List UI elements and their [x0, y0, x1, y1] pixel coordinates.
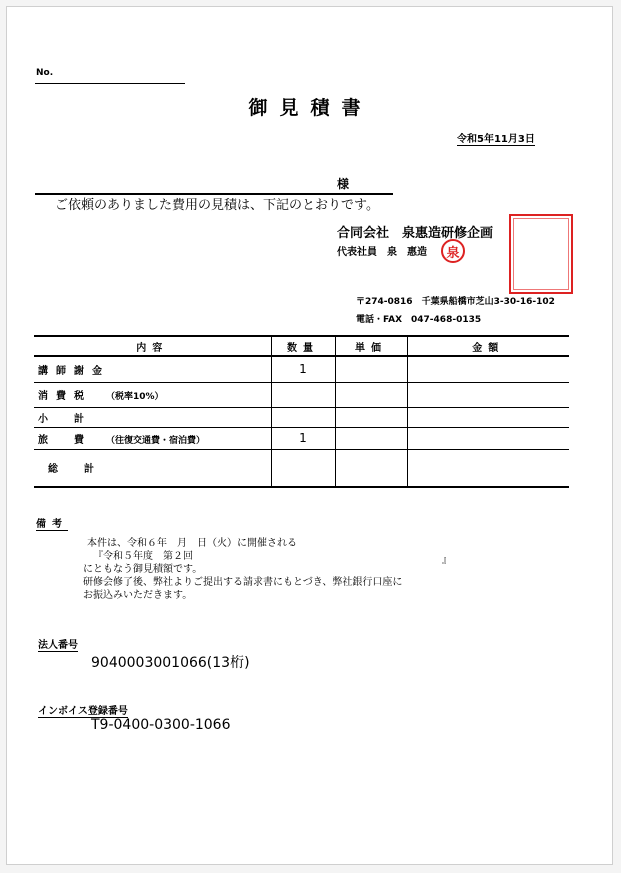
row-unit-price: [335, 427, 407, 449]
issuer-company: 合同会社 泉惠造研修企画: [337, 226, 494, 241]
header-content: 内容: [34, 336, 271, 356]
grand-total-quantity: [271, 449, 335, 487]
invoice-number-value: T9-0400-0300-1066: [91, 717, 231, 733]
document-page: [6, 6, 613, 865]
seal-char: 泉: [446, 245, 460, 261]
row-quantity: [271, 382, 335, 407]
row-quantity: [271, 407, 335, 427]
grand-total-label: 総計: [34, 449, 271, 487]
row-note: （往復交通費・宿泊費）: [106, 435, 206, 446]
document-title: 御見積書: [248, 97, 373, 119]
remarks-line: 本件は、令和６年 月 日（火）に開催される: [87, 538, 297, 549]
row-quantity: 1: [271, 356, 335, 382]
row-unit-price: [335, 356, 407, 382]
row-quantity: 1: [271, 427, 335, 449]
personal-seal-icon: [441, 239, 465, 263]
row-amount: [407, 427, 569, 449]
issuer-phone: 電話・FAX 047-468-0135: [356, 315, 482, 325]
number-underline: [35, 83, 185, 84]
row-item: 旅 費: [38, 434, 92, 446]
header-quantity: 数量: [271, 336, 335, 356]
row-unit-price: [335, 382, 407, 407]
table-row: [34, 382, 569, 407]
table-row: [34, 407, 569, 427]
number-label: No.: [36, 68, 54, 78]
row-amount: [407, 407, 569, 427]
row-item: 講師謝金: [38, 365, 110, 377]
corporate-number-label: 法人番号: [38, 636, 78, 652]
row-amount: [407, 356, 569, 382]
issue-date: 令和5年11月3日: [457, 130, 535, 146]
company-stamp-icon: [509, 214, 573, 294]
row-item: 小 計: [38, 413, 92, 425]
row-unit-price: [335, 407, 407, 427]
remarks-closing-bracket: 』: [442, 555, 452, 566]
remarks-line: 研修会修了後、弊社よりご提出する請求書にもとづき、弊社銀行口座に: [83, 577, 403, 588]
table-row: [34, 427, 569, 449]
issuer-address: 〒274-0816 千葉県船橋市芝山3-30-16-102: [356, 297, 555, 307]
header-unit-price: 単価: [335, 336, 407, 356]
issuer-representative: 代表社員 泉 惠造: [337, 247, 427, 258]
row-amount: [407, 382, 569, 407]
grand-total-unit-price: [335, 449, 407, 487]
remarks-line: お振込みいただきます。: [83, 590, 193, 601]
grand-total-row: [34, 449, 569, 487]
estimate-table: [34, 335, 569, 488]
header-amount: 金額: [407, 336, 569, 356]
row-note: （税率10%）: [106, 392, 164, 402]
addressee-honorific: 様: [337, 177, 350, 191]
corporate-number-value: 9040003001066(13桁): [91, 655, 250, 671]
intro-text: ご依頼のありました費用の見積は、下記のとおりです。: [55, 198, 379, 213]
remarks-text: [83, 537, 403, 602]
grand-total-amount: [407, 449, 569, 487]
row-item: 消費税: [38, 391, 92, 402]
invoice-number-label: インボイス登録番号: [38, 702, 128, 718]
remarks-line: 『令和５年度 第２回: [93, 551, 193, 562]
remarks-line: にともなう御見積額です。: [83, 564, 203, 575]
remarks-label: 備考: [36, 515, 68, 531]
table-row: [34, 356, 569, 382]
